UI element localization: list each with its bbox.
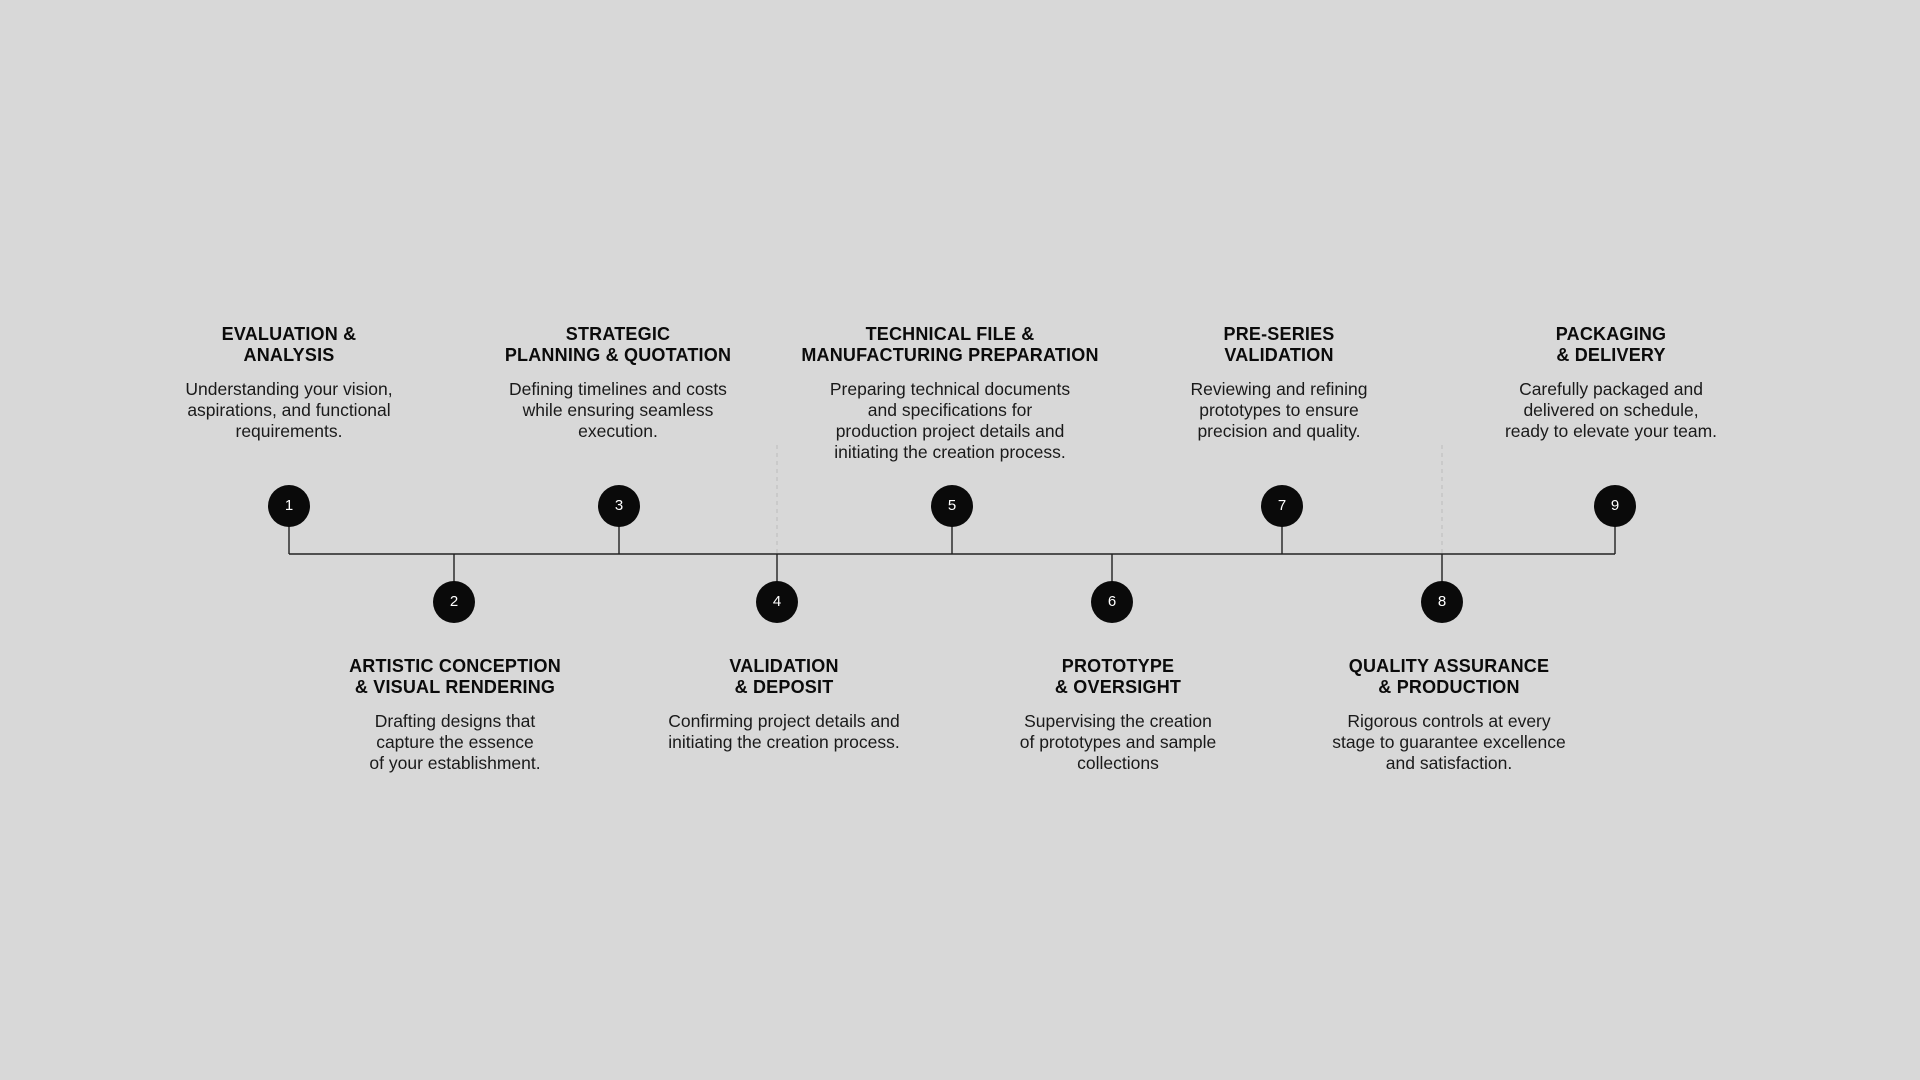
step-5-block <box>800 324 1100 463</box>
step-7-title: PRE-SERIES VALIDATION <box>1223 324 1335 365</box>
step-8-block <box>1299 656 1599 774</box>
step-5-title: TECHNICAL FILE & MANUFACTURING PREPARATION <box>801 324 1099 365</box>
step-8-description: Rigorous controls at every stage to guarantee excellence and satisfaction. <box>1332 711 1566 773</box>
step-6-block <box>968 656 1268 774</box>
step-4-title: VALIDATION & DEPOSIT <box>729 656 839 697</box>
step-3-block <box>468 324 768 442</box>
step-2-title: ARTISTIC CONCEPTION & VISUAL RENDERING <box>349 656 561 697</box>
step-6-title: PROTOTYPE & OVERSIGHT <box>1054 656 1182 697</box>
step-3-marker: 3 <box>598 485 640 527</box>
step-3-title: STRATEGIC PLANNING & QUOTATION <box>504 324 732 365</box>
step-9-title: PACKAGING & DELIVERY <box>1555 324 1667 365</box>
step-2-description: Drafting designs that capture the essence of your establishment. <box>369 711 541 773</box>
step-2-block <box>305 656 605 774</box>
step-5-marker: 5 <box>931 485 973 527</box>
step-2-marker: 2 <box>433 581 475 623</box>
step-3-description: Defining timelines and costs while ensuring seamless execution. <box>509 379 727 441</box>
step-9-description: Carefully packaged and delivered on schedule, ready to elevate your team. <box>1504 379 1718 441</box>
step-4-description: Confirming project details and initiating the creation process. <box>668 711 900 752</box>
step-7-block <box>1129 324 1429 442</box>
step-8-title: QUALITY ASSURANCE & PRODUCTION <box>1348 656 1550 697</box>
step-1-title: EVALUATION & ANALYSIS <box>221 324 357 365</box>
step-1-block <box>139 324 439 442</box>
step-1-description: Understanding your vision, aspirations, and functional requirements. <box>185 379 393 441</box>
step-6-marker: 6 <box>1091 581 1133 623</box>
step-4-block <box>634 656 934 753</box>
step-9-marker: 9 <box>1594 485 1636 527</box>
step-7-description: Reviewing and refining prototypes to ensure precision and quality. <box>1190 379 1368 441</box>
step-6-description: Supervising the creation of prototypes and sample collections <box>1019 711 1217 773</box>
step-1-marker: 1 <box>268 485 310 527</box>
step-4-marker: 4 <box>756 581 798 623</box>
step-7-marker: 7 <box>1261 485 1303 527</box>
step-9-block <box>1461 324 1761 442</box>
step-5-description: Preparing technical documents and specifications for production project details and initiating the creation process. <box>829 379 1071 462</box>
step-8-marker: 8 <box>1421 581 1463 623</box>
